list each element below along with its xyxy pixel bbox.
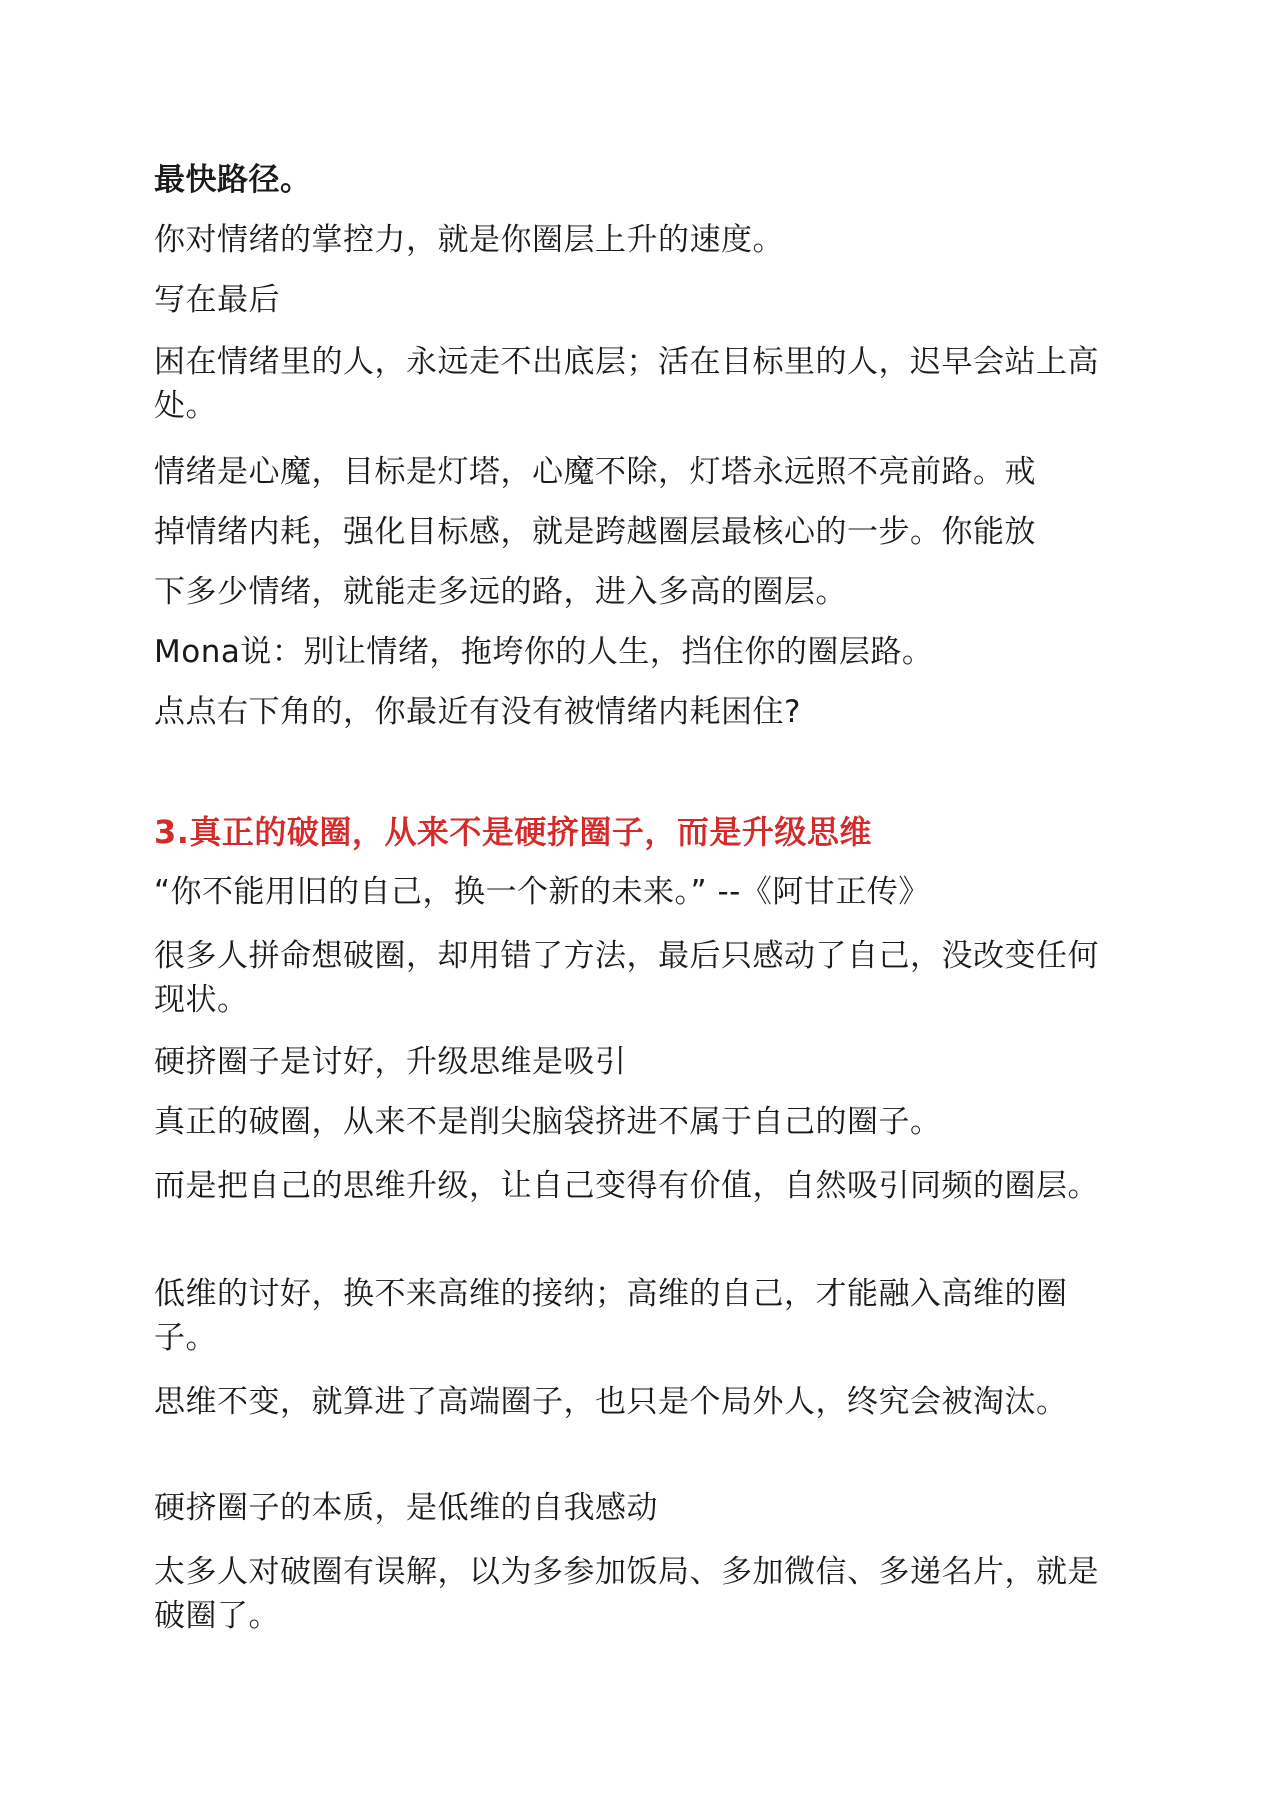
section-heading-3: 3.真正的破圈，从来不是硬挤圈子，而是升级思维 [154,813,872,851]
paragraph-wrong-method: 很多人拼命想破圈，却用错了方法，最后只感动了自己，没改变任何现状。 [154,938,1099,1018]
paragraph-emotion-control: 你对情绪的掌控力，就是你圈层上升的速度。 [154,222,784,258]
paragraph-low-dimension: 低维的讨好，换不来高维的接纳；高维的自己，才能融入高维的圈子。 [154,1276,1068,1356]
paragraph-heart-demon-3: 下多少情绪，就能走多远的路，进入多高的圈层。 [154,574,847,610]
paragraph-misunderstanding: 太多人对破圈有误解，以为多参加饭局、多加微信、多递名片，就是破圈了。 [154,1554,1099,1634]
paragraph-real-breakout: 真正的破圈，从来不是削尖脑袋挤进不属于自己的圈子。 [154,1104,942,1140]
paragraph-fastest-path: 最快路径。 [154,162,312,198]
paragraph-section-label-ending: 写在最后 [154,282,280,318]
paragraph-outsider: 思维不变，就算进了高端圈子，也只是个局外人，终究会被淘汰。 [154,1384,1068,1420]
paragraph-subheading-attract: 硬挤圈子是讨好，升级思维是吸引 [154,1044,627,1080]
paragraph-heart-demon-2: 掉情绪内耗，强化目标感，就是跨越圈层最核心的一步。你能放 [154,514,1036,550]
paragraph-upgrade-thinking: 而是把自己的思维升级，让自己变得有价值，自然吸引同频的圈层。 [154,1168,1099,1204]
paragraph-mona-said: Mona说：别让情绪，拖垮你的人生，挡住你的圈层路。 [154,634,934,670]
paragraph-trapped-in-emotion: 困在情绪里的人，永远走不出底层；活在目标里的人，迟早会站上高处。 [154,344,1099,424]
paragraph-subheading-self-moved: 硬挤圈子的本质，是低维的自我感动 [154,1490,658,1526]
paragraph-call-to-action: 点点右下角的，你最近有没有被情绪内耗困住? [154,694,801,730]
paragraph-heart-demon-1: 情绪是心魔，目标是灯塔，心魔不除，灯塔永远照不亮前路。戒 [154,454,1036,490]
paragraph-forrest-gump-quote: “你不能用旧的自己，换一个新的未来。” --《阿甘正传》 [154,874,930,910]
